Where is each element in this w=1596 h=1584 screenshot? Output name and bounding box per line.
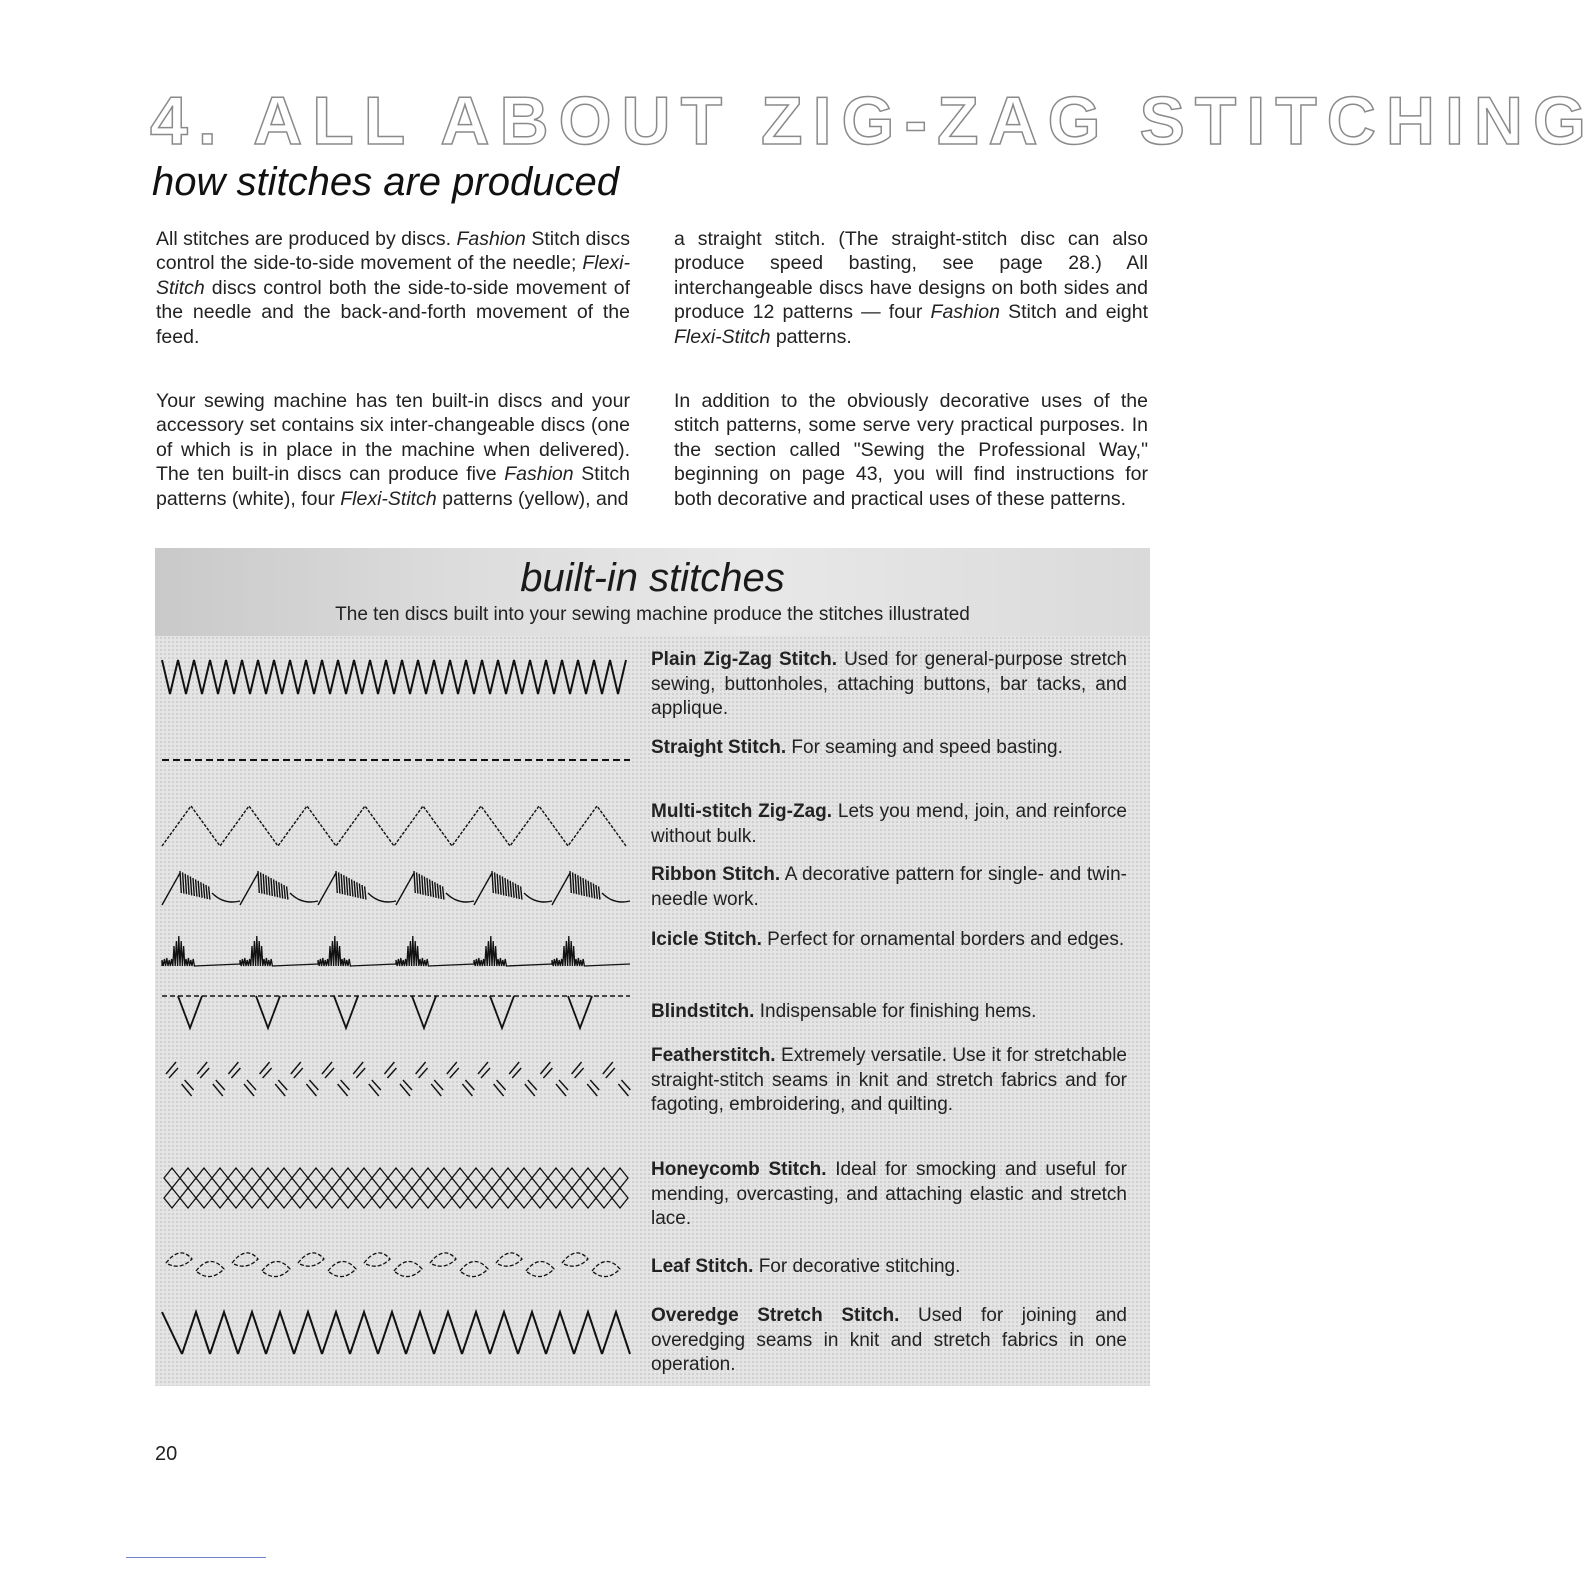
stitch-description bbox=[651, 1158, 1127, 1232]
blindstitch-icon bbox=[160, 988, 635, 1033]
stitch-name: Honeycomb Stitch. bbox=[651, 1159, 827, 1180]
footer-rule bbox=[126, 1557, 266, 1558]
built-in-stitches-panel bbox=[155, 548, 1150, 1386]
stitch-text: A decorative pattern for single- and twin-needle work. bbox=[651, 864, 1128, 910]
stitch-text: Ideal for smocking and useful for mending, overcasting, and attaching elastic and stretch lace. bbox=[651, 1159, 1128, 1230]
stitch-name: Overedge Stretch Stitch. bbox=[651, 1305, 900, 1326]
stitch-text: Perfect for ornamental borders and edges. bbox=[767, 929, 1125, 950]
stitch-name: Ribbon Stitch. bbox=[651, 864, 781, 885]
panel-header bbox=[155, 548, 1150, 636]
icicle-stitch-icon bbox=[160, 928, 635, 973]
stitch-text: Indispensable for finishing hems. bbox=[759, 1001, 1037, 1022]
stitch-description bbox=[651, 736, 1127, 761]
panel-subtitle: The ten discs built into your sewing machine produce the stitches illustrated bbox=[335, 604, 970, 625]
plain-zigzag-stitch-icon bbox=[160, 648, 635, 708]
stitch-description bbox=[651, 1044, 1127, 1118]
intro-paragraph-2: a straight stitch. (The straight-stitch disc can also produce speed basting, see page 28.) All interchangeable discs have designs on both sides and produce 12 patterns — four Fashion Stitch and eight Flexi-Stitch patterns. bbox=[674, 228, 1149, 348]
panel-title: built-in stitches bbox=[520, 556, 785, 600]
stitch-name: Multi-stitch Zig-Zag. bbox=[651, 801, 833, 822]
stitch-name: Leaf Stitch. bbox=[651, 1256, 754, 1277]
stitch-name: Blindstitch. bbox=[651, 1001, 755, 1022]
leaf-stitch-icon bbox=[160, 1243, 635, 1288]
stitch-description bbox=[651, 1255, 1127, 1280]
stitch-description bbox=[651, 1000, 1127, 1025]
stitch-text: Used for general-purpose stretch sewing, buttonholes, attaching buttons, bar tacks, and applique. bbox=[651, 649, 1127, 720]
multi-stitch-zigzag-icon bbox=[160, 800, 635, 850]
overedge-stretch-stitch-icon bbox=[160, 1304, 635, 1364]
honeycomb-stitch-icon bbox=[160, 1158, 635, 1218]
stitch-description bbox=[651, 1304, 1127, 1378]
featherstitch-icon bbox=[160, 1044, 635, 1114]
page-number: 20 bbox=[155, 1443, 178, 1465]
intro-paragraph-4: In addition to the obviously decorative uses of the stitch patterns, some serve very practical purposes. In the section called "Sewing the Professional Way," beginning on page 43, you will find instructions for both decorative and practical uses of these patterns. bbox=[674, 390, 1148, 510]
stitch-text: For decorative stitching. bbox=[758, 1256, 961, 1277]
section-title: how stitches are produced bbox=[152, 160, 619, 204]
stitch-name: Straight Stitch. bbox=[651, 737, 787, 758]
stitch-text: For seaming and speed basting. bbox=[791, 737, 1063, 758]
stitch-name: Featherstitch. bbox=[651, 1045, 776, 1066]
stitch-name: Plain Zig-Zag Stitch. bbox=[651, 649, 838, 670]
stitch-description bbox=[651, 928, 1127, 953]
intro-paragraph-3: Your sewing machine has ten built-in discs and your accessory set contains six inter-changeable discs (one of which is in place in the machine when delivered). The ten built-in discs can produce five Fashion Stitch patterns (white), four Flexi-Stitch patterns (yellow), and bbox=[156, 390, 631, 510]
stitch-text: Extremely versatile. Use it for stretchable straight-stitch seams in knit and stretch fabrics and for fagoting, embroidering, and quilting. bbox=[651, 1045, 1127, 1116]
ribbon-stitch-icon bbox=[160, 863, 635, 913]
stitch-text: Used for joining and overedging seams in knit and stretch fabrics in one operation. bbox=[651, 1305, 1128, 1376]
stitch-description bbox=[651, 648, 1127, 722]
stitch-name: Icicle Stitch. bbox=[651, 929, 762, 950]
stitch-description bbox=[651, 800, 1127, 849]
chapter-title: 4. ALL ABOUT ZIG-ZAG STITCHING bbox=[150, 83, 1596, 159]
stitch-description bbox=[651, 863, 1127, 912]
intro-paragraph-1: All stitches are produced by discs. Fashion Stitch discs control the side-to-side movement of the needle; Flexi-Stitch discs control both the side-to-side movement of the needle and the back-and-forth movement of the feed. bbox=[156, 228, 630, 348]
stitch-text: Lets you mend, join, and reinforce without bulk. bbox=[651, 801, 1127, 847]
straight-stitch-icon bbox=[160, 736, 635, 776]
